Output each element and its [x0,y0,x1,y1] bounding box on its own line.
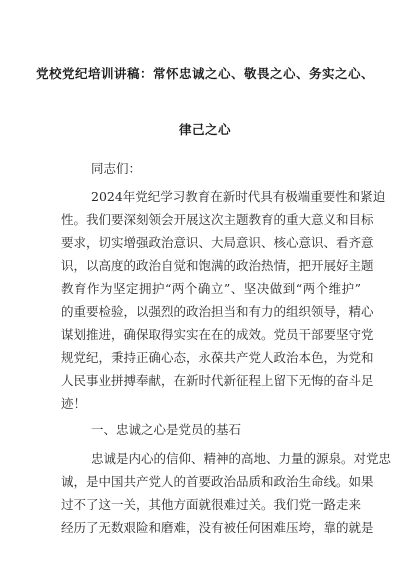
document-title-line1: 党校党纪培训讲稿：常怀忠诚之心、敬畏之心、务实之心、 [35,66,374,81]
section-heading: 一、忠诚之心是党员的基石 [91,422,242,437]
paragraph-line: 人民事业拼搏奉献，在新时代新征程上留下无悔的奋斗足 [61,373,374,388]
paragraph-line: 诚，是中国共产党人的首要政治品质和政治生命线。如果 [61,474,374,489]
paragraph-line: 的重要检验，以强烈的政治担当和有力的组织领导，精心 [61,304,374,319]
paragraph-line: 经历了无数艰险和磨难，没有被任何困难压垮，靠的就是 [61,520,374,535]
paragraph-line: 2024年党纪学习教育在新时代具有极端重要性和紧迫 [91,189,386,204]
paragraph-line: 要求，切实增强政治意识、大局意识、核心意识、看齐意 [61,235,374,250]
paragraph-line: 教育作为坚定拥护“两个确立”、坚决做到“两个维护” [61,281,361,296]
paragraph-line: 过不了这一关，其他方面就很难过关。我们党一路走来 [61,497,362,512]
paragraph-line: 迹！ [61,396,87,411]
paragraph-line: 识，以高度的政治自觉和饱满的政治热情，把开展好主题 [61,258,374,273]
document-title-line2: 律己之心 [178,122,231,137]
paragraph-line: 规党纪，秉持正确心态，永葆共产党人政治本色，为党和 [61,350,374,365]
salutation: 同志们： [91,161,142,176]
paragraph-line: 忠诚是内心的信仰、精神的高地、力量的源泉。对党忠 [91,451,392,466]
paragraph-line: 性。我们要深刻领会开展这次主题教育的重大意义和目标 [61,212,374,227]
paragraph-line: 谋划推进，确保取得实实在在的成效。党员干部要坚守党 [61,327,374,342]
